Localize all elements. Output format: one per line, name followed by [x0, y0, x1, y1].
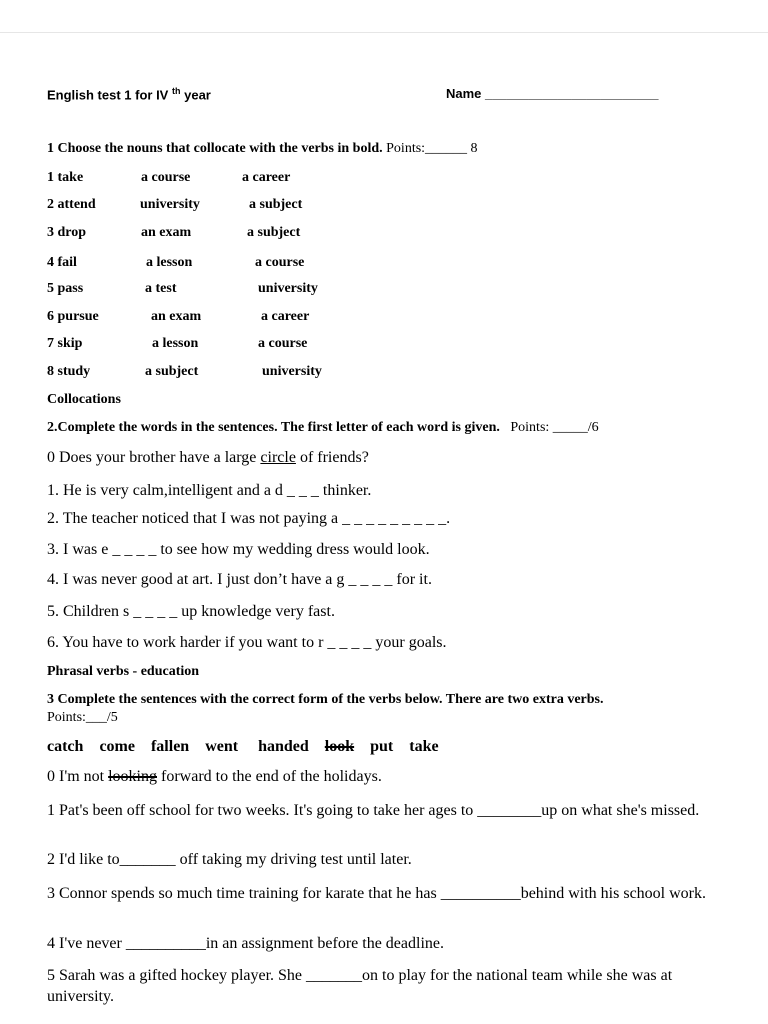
table-row-option-a: a lesson — [146, 255, 193, 270]
page-top-border — [0, 32, 768, 33]
table-row-option-b: a course — [255, 255, 305, 270]
table-row-verb: 8 study — [47, 364, 91, 379]
table-row-verb: 4 fail — [47, 255, 77, 270]
table-row-option-a: a test — [145, 281, 177, 296]
section3-instruction: 3 Complete the sentences with the correct form of the verbs below. There are two extra verbs. — [47, 692, 604, 707]
section3-example — [47, 768, 382, 786]
word-bank-item: went — [205, 738, 239, 755]
table-row-option-b: a subject — [249, 197, 303, 212]
list-item: 5. Children s _ _ _ _ up knowledge very fast. — [47, 603, 335, 620]
table-row-verb: 1 take — [47, 170, 84, 185]
test-title-superscript: th — [171, 86, 181, 96]
word-bank-item: come — [99, 738, 135, 755]
table-row-option-a: an exam — [151, 309, 202, 324]
table-row-option-a: a subject — [145, 364, 199, 379]
list-item: 3. I was e _ _ _ _ to see how my wedding dress would look. — [47, 541, 430, 558]
section2-example — [47, 449, 369, 467]
example-text-end: of friends? — [295, 449, 369, 466]
word-bank-item: handed — [258, 738, 309, 755]
list-item: 5 Sarah was a gifted hockey player. She _______on to play for the national team while she was at university. — [47, 967, 673, 1005]
table-row-option-b: university — [262, 364, 322, 379]
verb-word-bank — [47, 738, 439, 756]
section3-points: Points:___/5 — [47, 710, 118, 725]
test-title — [47, 86, 211, 102]
table-row-option-a: university — [140, 197, 200, 212]
example-answer: circle — [260, 449, 296, 466]
word-bank-item: take — [409, 738, 439, 755]
table-row-option-b: a career — [242, 170, 291, 185]
section2-heading — [47, 420, 599, 436]
list-item: 4. I was never good at art. I just don’t have a g _ _ _ _ for it. — [47, 571, 432, 588]
word-bank-item: fallen — [150, 738, 190, 755]
table-row-option-b: university — [258, 281, 318, 296]
table-row-verb: 7 skip — [47, 336, 83, 351]
list-item: 2 I'd like to_______ off taking my driving test until later. — [47, 851, 412, 868]
section1-instruction: 1 Choose the nouns that collocate with the verbs in bold. — [47, 141, 383, 156]
example-answer: looking — [108, 768, 157, 785]
word-bank-item-crossed: look — [324, 738, 355, 755]
table-row-option-a: an exam — [141, 225, 192, 240]
example-text: 0 Does your brother have a large — [47, 449, 261, 466]
collocations-label: Collocations — [47, 392, 121, 407]
table-row-option-a: a lesson — [152, 336, 199, 351]
list-item: 2. The teacher noticed that I was not paying a _ _ _ _ _ _ _ _ _. — [47, 510, 451, 527]
section1-points: Points:______ 8 — [386, 141, 478, 156]
section2-points: Points: _____/6 — [510, 420, 599, 435]
section1-heading — [47, 141, 478, 157]
word-bank-item: put — [370, 738, 394, 755]
table-row-option-b: a career — [261, 309, 310, 324]
list-item: 6. You have to work harder if you want to r _ _ _ _ your goals. — [47, 634, 447, 651]
table-row-verb: 2 attend — [47, 197, 96, 212]
list-item: 3 Connor spends so much time training for karate that he has __________behind with his school work. — [47, 885, 707, 902]
list-item: 1. He is very calm,intelligent and a d _ _ _ thinker. — [47, 482, 372, 499]
table-row-option-b: a subject — [247, 225, 301, 240]
list-item: 4 I've never __________in an assignment before the deadline. — [47, 935, 444, 952]
table-row-option-b: a course — [258, 336, 308, 351]
example-text-end: forward to the end of the holidays. — [157, 768, 382, 785]
phrasal-verbs-label: Phrasal verbs - education — [47, 664, 200, 679]
name-field-label: Name ________________________ — [446, 86, 659, 101]
test-title-text: English test 1 for IV — [47, 87, 169, 103]
list-item: 1 Pat's been off school for two weeks. It's going to take her ages to ________up on what she's missed. — [47, 802, 700, 819]
test-title-year: year — [184, 87, 211, 103]
example-text: 0 I'm not — [47, 768, 109, 785]
table-row-option-a: a course — [141, 170, 191, 185]
word-bank-item: catch — [47, 738, 84, 755]
table-row-verb: 6 pursue — [47, 309, 99, 324]
section2-instruction: 2.Complete the words in the sentences. The first letter of each word is given. — [47, 420, 500, 435]
table-row-verb: 5 pass — [47, 281, 84, 296]
table-row-verb: 3 drop — [47, 225, 87, 240]
